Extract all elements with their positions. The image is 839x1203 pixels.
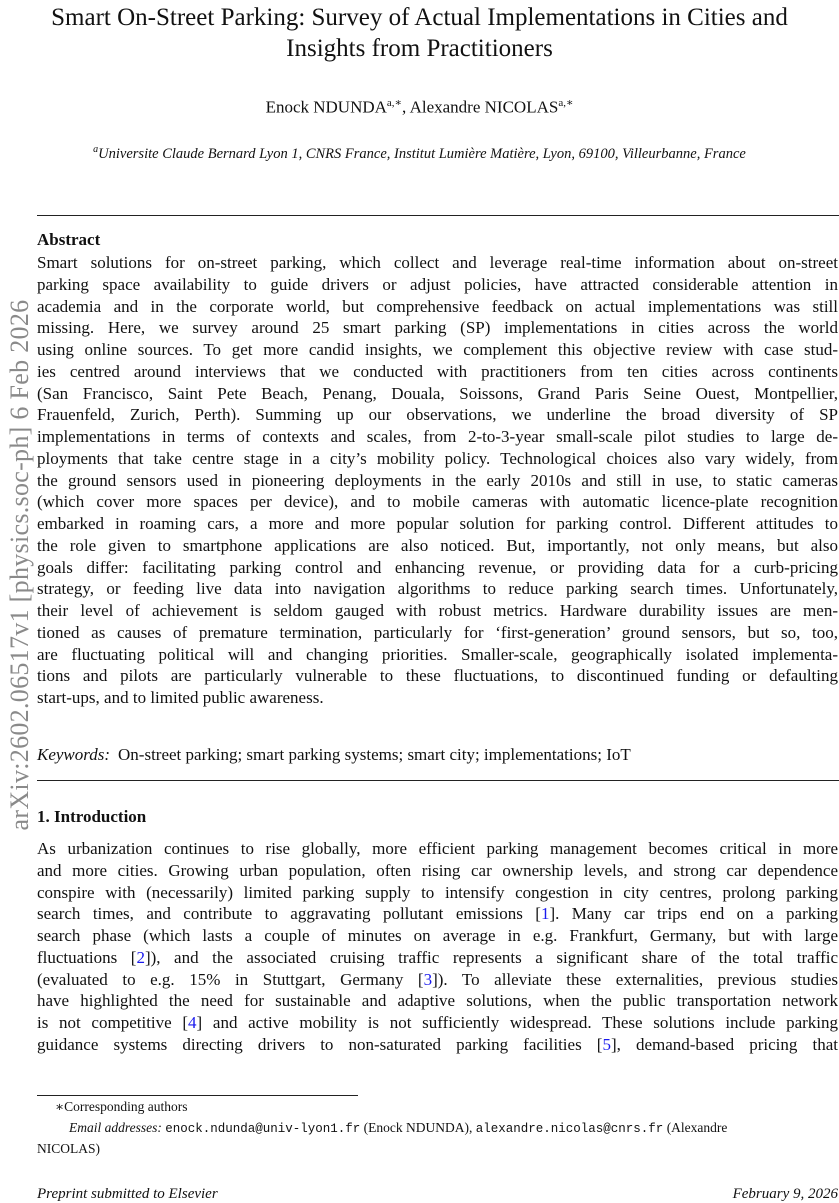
introduction-body: [37, 838, 838, 1056]
text-line: (evaluated to e.g. 15% in Stuttgart, Germany [3]). To alleviate these externalities, previous studies: [37, 969, 838, 989]
top-rule: [37, 215, 839, 216]
abstract-bottom-rule: [37, 780, 839, 781]
text-line: implementations in terms of contexts and scales, from 2-to-3-year small-scale pilot studies to large de-: [37, 427, 838, 446]
email-link[interactable]: alexandre.nicolas@cnrs.fr: [475, 1122, 664, 1136]
text-line: and more cities. Growing urban population, often rising car ownership levels, and strong car dependence: [37, 860, 838, 880]
affiliation-text: Universite Claude Bernard Lyon 1, CNRS France, Institut Lumière Matière, Lyon, 69100, Villeurbanne, France: [98, 145, 746, 162]
text-line: missing. Here, we survey around 25 smart parking (SP) implementations in cities across the world: [37, 318, 838, 338]
footnote-emails: [69, 1120, 727, 1136]
text-line: start-ups, and to limited public awareness.: [37, 688, 324, 707]
citation-link[interactable]: 5: [602, 1034, 611, 1054]
title-line: Smart On-Street Parking: Survey of Actual Implementations in Cities and: [51, 4, 788, 31]
text-line: Smart solutions for on-street parking, which collect and leverage real-time information about on-street: [37, 253, 838, 272]
introduction-heading: 1. Introduction: [37, 807, 147, 826]
text-line: tioned as causes of premature termination, particularly for ‘first-generation’ ground sensors, but so, too,: [37, 622, 838, 642]
text-line: goals differ: facilitating parking control and enhancing revenue, or providing data for a curb-pricing: [37, 557, 838, 577]
author-marks: a,∗: [558, 97, 574, 109]
keywords-label: Keywords:: [37, 745, 111, 764]
text-line: academia and in the corporate world, but comprehensive feedback on actual implementations was still: [37, 296, 838, 316]
citation-link[interactable]: 4: [188, 1013, 197, 1032]
footnote-corresponding: ∗Corresponding authors: [55, 1099, 188, 1114]
email-owner: (Enock NDUNDA),: [360, 1120, 476, 1135]
footnote-rule: [37, 1095, 358, 1096]
text-line: tions and pilots are particularly vulnerable to these fluctuations, to discontinued funding or defaulting: [37, 666, 838, 686]
email-owner: (Alexandre: [663, 1120, 728, 1135]
text-line: As urbanization continues to rise globally, more efficient parking management becomes critical in more: [37, 839, 838, 858]
text-line: using online sources. To get more candid insights, we complement this objective review with case stud-: [37, 340, 838, 359]
text-line: ployments that take centre stage in a city’s mobility policy. Technological choices also vary widely, from: [37, 448, 838, 468]
text-line: their level of achievement is seldom gauged with robust metrics. Hardware durability issues are men-: [37, 601, 838, 620]
text-line: search phase (which lasts a couple of minutes on average in e.g. Frankfurt, Germany, but with large: [37, 926, 838, 945]
email-link[interactable]: enock.ndunda@univ-lyon1.fr: [165, 1122, 361, 1136]
text-line: strategy, or feeding live data into navigation algorithms to reduce parking search times. Unfortunately,: [37, 579, 838, 599]
text-line: the role given to smartphone applications are also noticed. But, importantly, not only means, but also: [37, 535, 838, 555]
footer-date: February 9, 2026: [732, 1186, 838, 1202]
author-name: Alexandre NICOLAS: [409, 97, 559, 117]
text-line: parking space availability to guide drivers or adjust policies, have attracted considerable attention in: [37, 274, 838, 294]
citation-link[interactable]: 1: [540, 904, 550, 924]
text-line: have highlighted the need for sustainable and adaptive solutions, when the public transportation network: [37, 991, 838, 1011]
author-list: [0, 96, 839, 118]
citation-link[interactable]: 3: [423, 969, 433, 989]
text-line: guidance systems directing drivers to non-saturated parking facilities [5], demand-based pricing that: [37, 1034, 838, 1054]
author-separator: ,: [402, 97, 410, 117]
text-line: the ground sensors used in pioneering deployments in the early 2010s and still in use, to static cameras: [37, 470, 838, 490]
email-label: Email addresses:: [69, 1120, 162, 1135]
text-line: conspire with (necessarily) limited parking supply to intensify congestion in city centres, prolong parking: [37, 882, 838, 902]
affiliation-mark: a: [93, 144, 99, 155]
abstract-body: [37, 252, 838, 709]
title-line: Insights from Practitioners: [286, 35, 553, 62]
paper-title: [0, 2, 839, 64]
text-line: search times, and contribute to aggravating pollutant emissions [1]. Many car trips end on a parking: [37, 904, 838, 924]
text-line: embarked in roaming cars, a more and more popular solution for parking control. Different attitudes to: [37, 514, 838, 533]
author-marks: a,∗: [386, 97, 403, 109]
arxiv-stamp: arXiv:2602.06517v1 [physics.soc-ph] 6 Feb 2026: [5, 299, 34, 831]
keywords-text: On-street parking; smart parking systems; smart city; implementations; IoT: [118, 745, 631, 764]
text-line: Frauenfeld, Zurich, Perth). Summing up our observations, we underline the broad diversity of SP: [37, 405, 838, 425]
affiliation: [0, 144, 839, 163]
footnote-emails-cont: NICOLAS): [37, 1141, 100, 1156]
text-line: are fluctuating political will and changing priorities. Smaller-scale, geographically isolated implementa-: [37, 644, 838, 664]
text-line: (which cover more spaces per device), and to mobile cameras with automatic licence-plate recognition: [37, 492, 838, 512]
text-line: fluctuations [2]), and the associated cruising traffic represents a significant share of the total traffic: [37, 947, 839, 967]
text-line: ies centred around interviews that we conducted with practitioners from ten cities across continents: [37, 361, 838, 381]
text-line: is not competitive [4] and active mobility is not sufficiently widespread. These solutions include parking: [37, 1013, 838, 1032]
footer-preprint: Preprint submitted to Elsevier: [37, 1186, 218, 1202]
text-line: (San Francisco, Saint Pete Beach, Penang, Douala, Soissons, Grand Paris Seine Ouest, Montpellier,: [37, 383, 838, 403]
author-name: Enock NDUNDA: [265, 97, 387, 117]
citation-link[interactable]: 2: [136, 947, 145, 967]
abstract-heading: Abstract: [37, 230, 101, 249]
keywords: [37, 745, 631, 765]
